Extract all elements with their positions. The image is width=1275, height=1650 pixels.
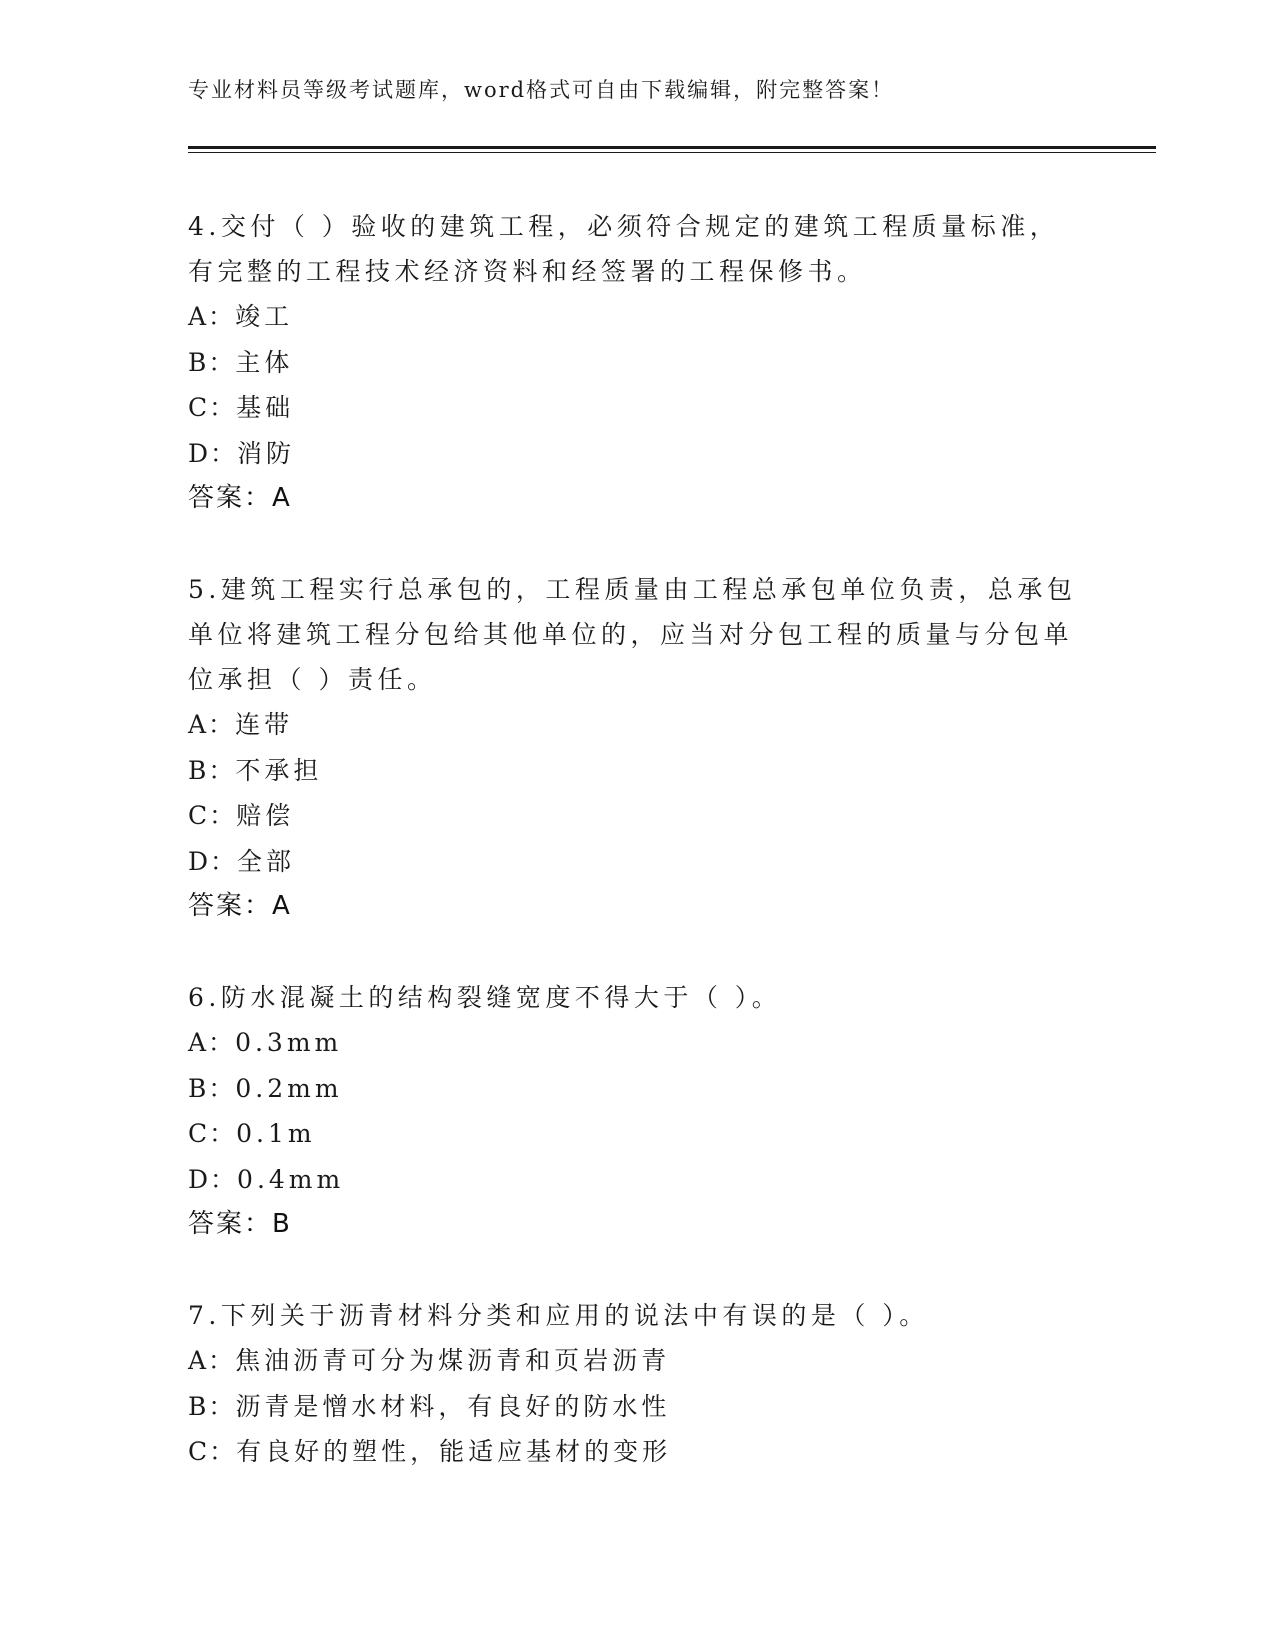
option-c	[188, 1429, 1088, 1475]
option-text: 沥青是憎水材料，有良好的防水性	[235, 1391, 671, 1421]
option-a	[188, 1020, 1088, 1066]
option-label: D：	[188, 438, 238, 468]
option-text: 竣工	[235, 302, 294, 331]
option-text: 0.2mm	[235, 1073, 343, 1103]
option-text: 有良好的塑性，能适应基材的变形	[236, 1437, 672, 1466]
option-label: C：	[188, 393, 237, 422]
option-text: 0.1m	[236, 1119, 316, 1148]
option-c	[188, 1111, 1088, 1157]
answer-line: 答案：B	[188, 1209, 292, 1239]
option-b	[188, 340, 1088, 386]
option-label: A：	[188, 710, 236, 739]
option-label: A：	[188, 1346, 236, 1375]
question-list	[188, 204, 1088, 1475]
option-label: A：	[188, 302, 236, 331]
question-stem: 4.交付（ ）验收的建筑工程，必须符合规定的建筑工程质量标准，有完整的工程技术经济资料和经签署的工程保修书。	[188, 212, 1060, 286]
option-text: 0.4mm	[237, 1164, 345, 1194]
option-text: 基础	[236, 393, 295, 422]
option-text: 焦油沥青可分为煤沥青和页岩沥青	[235, 1346, 671, 1375]
option-a	[188, 294, 1088, 340]
option-text: 不承担	[235, 755, 323, 785]
option-label: B：	[188, 347, 236, 377]
option-a	[188, 1338, 1088, 1384]
option-b	[188, 1066, 1088, 1112]
question-stem: 5.建筑工程实行总承包的，工程质量由工程总承包单位负责，总承包单位将建筑工程分包给其他单位的，应当对分包工程的质量与分包单位承担（ ）责任。	[188, 575, 1077, 694]
question-stem: 7.下列关于沥青材料分类和应用的说法中有误的是（ ）。	[188, 1301, 929, 1330]
option-text: 主体	[235, 347, 294, 377]
question-spacer	[188, 1247, 1088, 1293]
question-7	[188, 1293, 1088, 1475]
option-d	[188, 1157, 1088, 1203]
question-spacer	[188, 929, 1088, 975]
option-c	[188, 793, 1088, 839]
option-c	[188, 385, 1088, 431]
question-spacer	[188, 521, 1088, 567]
option-d	[188, 839, 1088, 885]
header-rule-thin	[188, 152, 1156, 153]
option-label: D：	[188, 846, 238, 876]
option-label: B：	[188, 1073, 236, 1103]
option-label: B：	[188, 1391, 236, 1421]
option-text: 赔偿	[236, 801, 295, 830]
page-header: 专业材料员等级考试题库，word格式可自由下载编辑，附完整答案！	[188, 78, 895, 102]
option-b	[188, 748, 1088, 794]
answer-line: 答案：A	[188, 483, 292, 513]
option-label: C：	[188, 801, 237, 830]
header-rule-thick	[188, 146, 1156, 149]
question-6	[188, 975, 1088, 1247]
option-label: C：	[188, 1119, 237, 1148]
option-label: A：	[188, 1028, 236, 1057]
question-4	[188, 204, 1088, 521]
question-stem: 6.防水混凝土的结构裂缝宽度不得大于（ ）。	[188, 983, 782, 1012]
option-b	[188, 1384, 1088, 1430]
question-5	[188, 567, 1088, 929]
option-text: 全部	[237, 846, 296, 876]
option-d	[188, 431, 1088, 477]
option-a	[188, 702, 1088, 748]
answer-line: 答案：A	[188, 891, 292, 921]
option-label: D：	[188, 1164, 238, 1194]
option-text: 0.3mm	[235, 1028, 343, 1057]
option-text: 消防	[237, 438, 296, 468]
option-label: B：	[188, 755, 236, 785]
option-label: C：	[188, 1437, 237, 1466]
option-text: 连带	[235, 710, 294, 739]
